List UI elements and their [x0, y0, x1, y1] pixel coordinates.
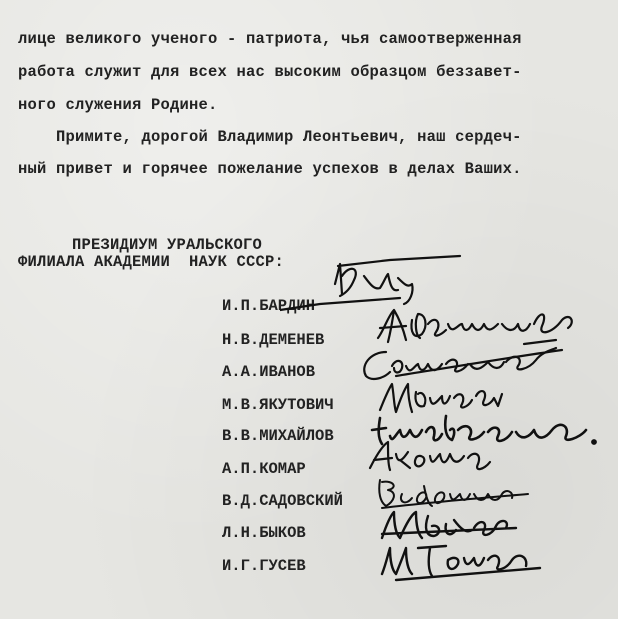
signature-komar	[364, 436, 504, 476]
presidium-heading: ПРЕЗИДИУМ УРАЛЬСКОГО	[72, 236, 263, 254]
letter-line-3: ного служения Родине.	[18, 96, 218, 114]
signature-gusev	[376, 538, 546, 582]
signatory-name: Н.В.ДЕМЕНЕВ	[222, 331, 325, 349]
signatory-name: В.Д.САДОВСКИЙ	[222, 492, 343, 510]
signatory-name: И.П.БАРДИН	[222, 297, 316, 315]
signatory-name: Л.Н.БЫКОВ	[222, 524, 306, 542]
letter-line-2: работа служит для всех нас высоким образцом беззавет-	[18, 63, 522, 81]
signatory-name: М.В.ЯКУТОВИЧ	[222, 396, 334, 414]
letter-line-5: ный привет и горячее пожелание успехов в делах Ваших.	[18, 160, 522, 178]
signatory-name: А.П.КОМАР	[222, 460, 306, 478]
signatory-name: В.В.МИХАЙЛОВ	[222, 427, 334, 445]
signatory-name: А.А.ИВАНОВ	[222, 363, 316, 381]
letter-line-4: Примите, дорогой Владимир Леонтьевич, наш сердеч-	[18, 128, 522, 146]
signatory-name: И.Г.ГУСЕВ	[222, 557, 306, 575]
presidium-subheading: ФИЛИАЛА АКАДЕМИИ НАУК СССР:	[18, 253, 285, 271]
letter-line-1: лице великого ученого - патриота, чья самоотверженная	[18, 30, 522, 48]
